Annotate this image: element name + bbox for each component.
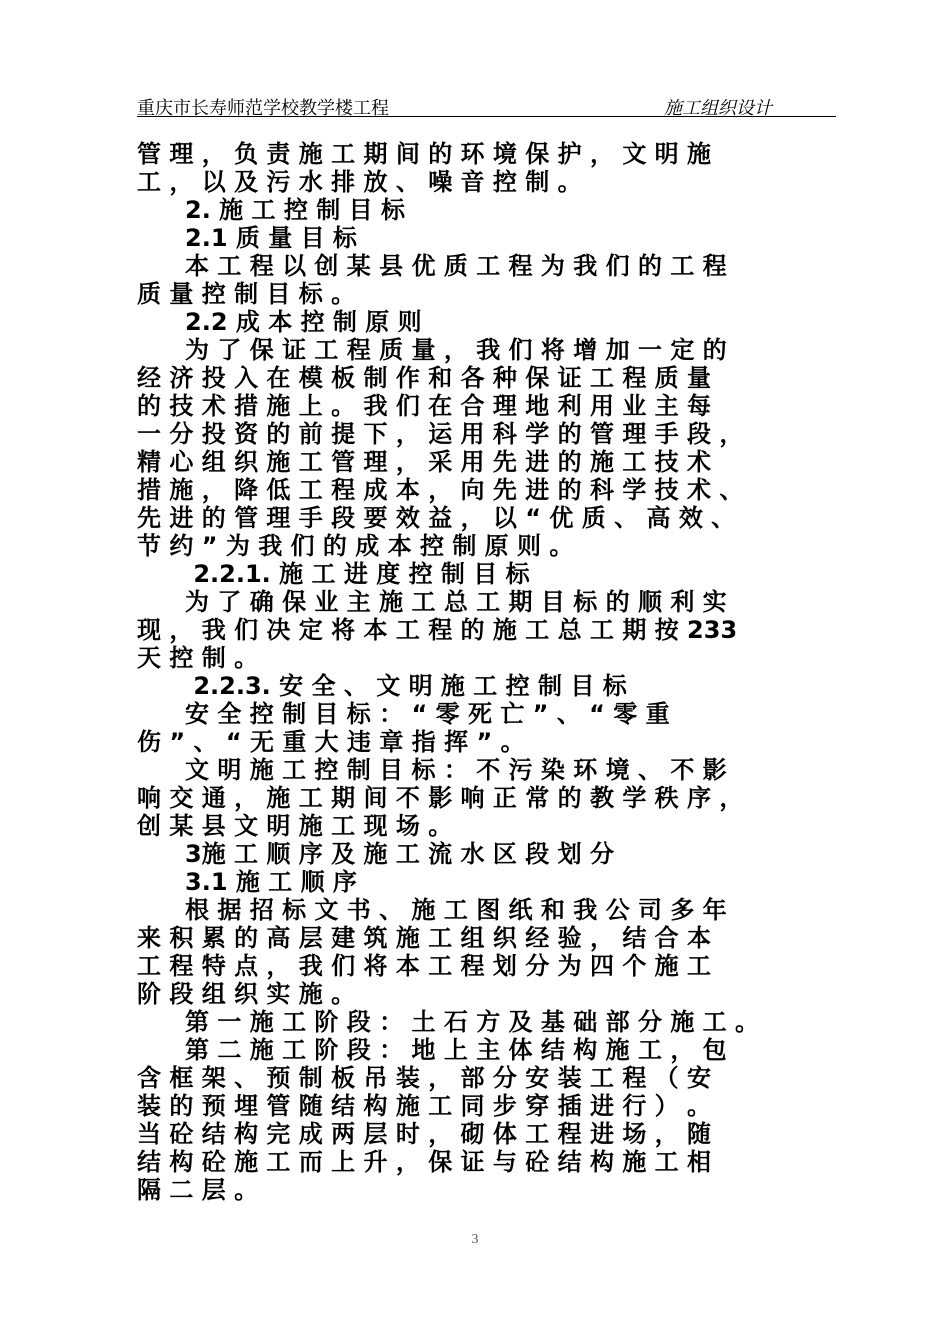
text-line: 当 砼 结 构 完 成 两 层 时 ， 砌 体 工 程 进 场 ， 随: [137, 1120, 712, 1148]
text-line: 为 了 保 证 工 程 质 量 ， 我 们 将 增 加 一 定 的: [137, 336, 727, 364]
text-line: 根 据 招 标 文 书 、 施 工 图 纸 和 我 公 司 多 年: [137, 896, 727, 924]
header-document-type: 施工组织设计: [664, 98, 772, 119]
text-line: 第 二 施 工 阶 段 ： 地 上 主 体 结 构 施 工 ， 包: [137, 1036, 727, 1064]
text-line: 创 某 县 文 明 施 工 现 场 。: [137, 812, 453, 840]
text-line: 第 一 施 工 阶 段 ： 土 石 方 及 基 础 部 分 施 工 。: [137, 1008, 760, 1036]
text-line: 阶 段 组 织 实 施 。: [137, 980, 356, 1008]
text-line: 管 理 ， 负 责 施 工 期 间 的 环 境 保 护 ， 文 明 施: [137, 140, 712, 168]
text-line: 精 心 组 织 施 工 管 理 ， 采 用 先 进 的 施 工 技 术: [137, 448, 712, 476]
header-project-title: 重庆市长寿师范学校教学楼工程: [137, 98, 389, 119]
section-heading: 3.1 施 工 顺 序: [137, 868, 357, 896]
text-line: 的 技 术 措 施 上 。 我 们 在 合 理 地 利 用 业 主 每: [137, 392, 712, 420]
text-line: 工 ， 以 及 污 水 排 放 、 噪 音 控 制 。: [137, 168, 582, 196]
text-line: 隔 二 层 。: [137, 1176, 259, 1204]
text-line: 节 约 ” 为 我 们 的 成 本 控 制 原 则 。: [137, 532, 574, 560]
text-line: 措 施 ， 降 低 工 程 成 本 ， 向 先 进 的 科 学 技 术 、: [137, 476, 744, 504]
text-line: 现 ， 我 们 决 定 将 本 工 程 的 施 工 总 工 期 按 233: [137, 616, 738, 644]
text-line: 来 积 累 的 高 层 建 筑 施 工 组 织 经 验 ， 结 合 本: [137, 924, 712, 952]
text-line: 天 控 制 。: [137, 644, 259, 672]
text-line: 伤 ” 、 “ 无 重 大 违 章 指 挥 ” 。: [137, 728, 525, 756]
header-right-underline: [654, 116, 836, 117]
text-line: 一 分 投 资 的 前 提 下 ， 运 用 科 学 的 管 理 手 段 ，: [137, 420, 744, 448]
text-line: 结 构 砼 施 工 而 上 升 ， 保 证 与 砼 结 构 施 工 相: [137, 1148, 712, 1176]
text-line: 装 的 预 埋 管 随 结 构 施 工 同 步 穿 插 进 行 ） 。: [137, 1092, 712, 1120]
text-line: 本 工 程 以 创 某 县 优 质 工 程 为 我 们 的 工 程: [137, 252, 727, 280]
text-line: 安 全 控 制 目 标 ： “ 零 死 亡 ” 、 “ 零 重: [137, 700, 670, 728]
section-heading: 2.2 成 本 控 制 原 则: [137, 308, 422, 336]
body-text: [137, 140, 849, 1204]
text-line: 工 程 特 点 ， 我 们 将 本 工 程 划 分 为 四 个 施 工: [137, 952, 712, 980]
section-heading: 3施 工 顺 序 及 施 工 流 水 区 段 划 分: [137, 840, 614, 868]
text-line: 含 框 架 、 预 制 板 吊 装 ， 部 分 安 装 工 程 （ 安: [137, 1064, 712, 1092]
page-number: 3: [471, 1232, 479, 1247]
section-heading: 2.1 质 量 目 标: [137, 224, 357, 252]
text-line: 先 进 的 管 理 手 段 要 效 益 ， 以 “ 优 质 、 高 效 、: [137, 504, 736, 532]
section-heading: 2. 施 工 控 制 目 标: [137, 196, 405, 224]
text-line: 为 了 确 保 业 主 施 工 总 工 期 目 标 的 顺 利 实: [137, 588, 727, 616]
text-line: 经 济 投 入 在 模 板 制 作 和 各 种 保 证 工 程 质 量: [137, 364, 712, 392]
text-line: 响 交 通 ， 施 工 期 间 不 影 响 正 常 的 教 学 秩 序 ，: [137, 784, 744, 812]
text-line: 质 量 控 制 目 标 。: [137, 280, 356, 308]
text-line: 文 明 施 工 控 制 目 标 ： 不 污 染 环 境 、 不 影: [137, 756, 727, 784]
section-heading: 2.2.1. 施 工 进 度 控 制 目 标: [137, 560, 530, 588]
section-heading: 2.2.3. 安 全 、 文 明 施 工 控 制 目 标: [137, 672, 627, 700]
